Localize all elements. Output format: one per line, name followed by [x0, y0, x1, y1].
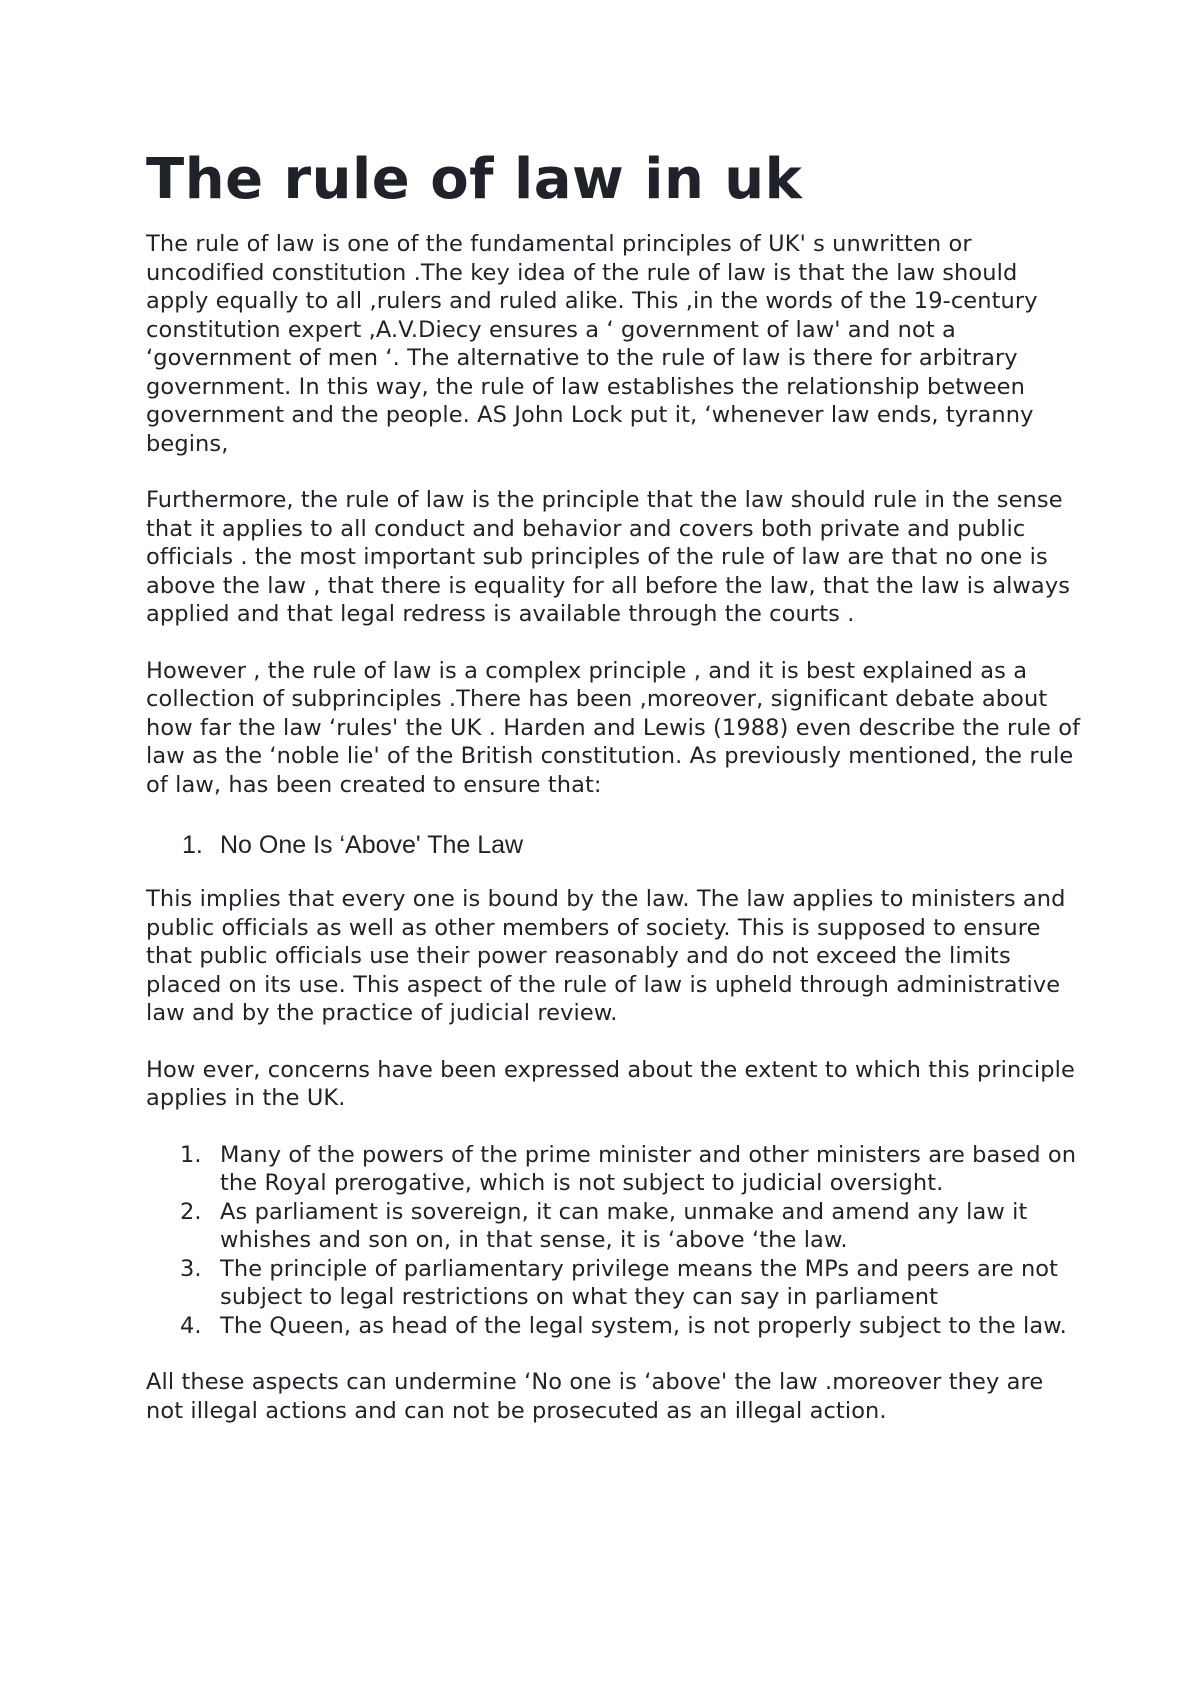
list-item-number: 1.	[180, 1141, 202, 1168]
section-paragraph-2: How ever, concerns have been expressed about the extent to which this principle applies in the UK.	[146, 1056, 1075, 1111]
list-item	[146, 1312, 1086, 1341]
list-item	[146, 1198, 1086, 1255]
section-heading-text: No One Is ‘Above' The Law	[220, 831, 524, 859]
third-paragraph: However , the rule of law is a complex principle , and it is best explained as a collection of subprinciples .There has been ,moreover, significant debate about how far the law ‘rules' the UK . Harden and Lewis (1988) even describe the rule of law as the ‘noble lie' of the British constitution. As previously mentioned, the rule of law, has been created to ensure that:	[146, 657, 1081, 798]
list-item-text: As parliament is sovereign, it can make, unmake and amend any law it whishes and son on, in that sense, it is ‘above ‘the law.	[220, 1198, 1028, 1253]
concerns-list	[146, 1141, 1086, 1341]
document-page	[146, 138, 1086, 1453]
list-item-text: The Queen, as head of the legal system, is not properly subject to the law.	[220, 1312, 1067, 1339]
second-paragraph: Furthermore, the rule of law is the principle that the law should rule in the sense that it applies to all conduct and behavior and covers both private and public officials . the most important sub principles of the rule of law are that no one is above the law , that there is equality for all before the law, that the law is always applied and that legal redress is available through the courts .	[146, 487, 1071, 627]
list-item-number: 2.	[180, 1198, 202, 1225]
page-title: The rule of law in uk	[146, 147, 803, 212]
section-heading-number: 1.	[182, 831, 203, 859]
closing-paragraph: All these aspects can undermine ‘No one is ‘above' the law .moreover they are not illegal actions and can not be prosecuted as an illegal action.	[146, 1369, 1044, 1424]
list-item	[146, 1141, 1086, 1198]
intro-paragraph: The rule of law is one of the fundamental principles of UK' s unwritten or uncodified constitution .The key idea of the rule of law is that the law should apply equally to all ,rulers and ruled alike. This ,in the words of the 19-century constitution expert ,A.V.Diecy ensures a ‘ government of law' and not a ‘government of men ‘. The alternative to the rule of law is there for arbitrary government. In this way, the rule of law establishes the relationship between government and the people. AS John Lock put it, ‘whenever law ends, tyranny begins,	[146, 231, 1038, 457]
section-heading	[146, 827, 1086, 863]
list-item	[146, 1255, 1086, 1312]
section-paragraph-1: This implies that every one is bound by the law. The law applies to ministers and public officials as well as other members of society. This is supposed to ensure that public officials use their power reasonably and do not exceed the limits placed on its use. This aspect of the rule of law is upheld through administrative law and by the practice of judicial review.	[146, 886, 1066, 1026]
list-item-text: Many of the powers of the prime minister and other ministers are based on the Royal prerogative, which is not subject to judicial oversight.	[220, 1141, 1077, 1196]
list-item-text: The principle of parliamentary privilege means the MPs and peers are not subject to legal restrictions on what they can say in parliament	[220, 1255, 1059, 1310]
list-item-number: 4.	[180, 1312, 202, 1339]
list-item-number: 3.	[180, 1255, 202, 1282]
